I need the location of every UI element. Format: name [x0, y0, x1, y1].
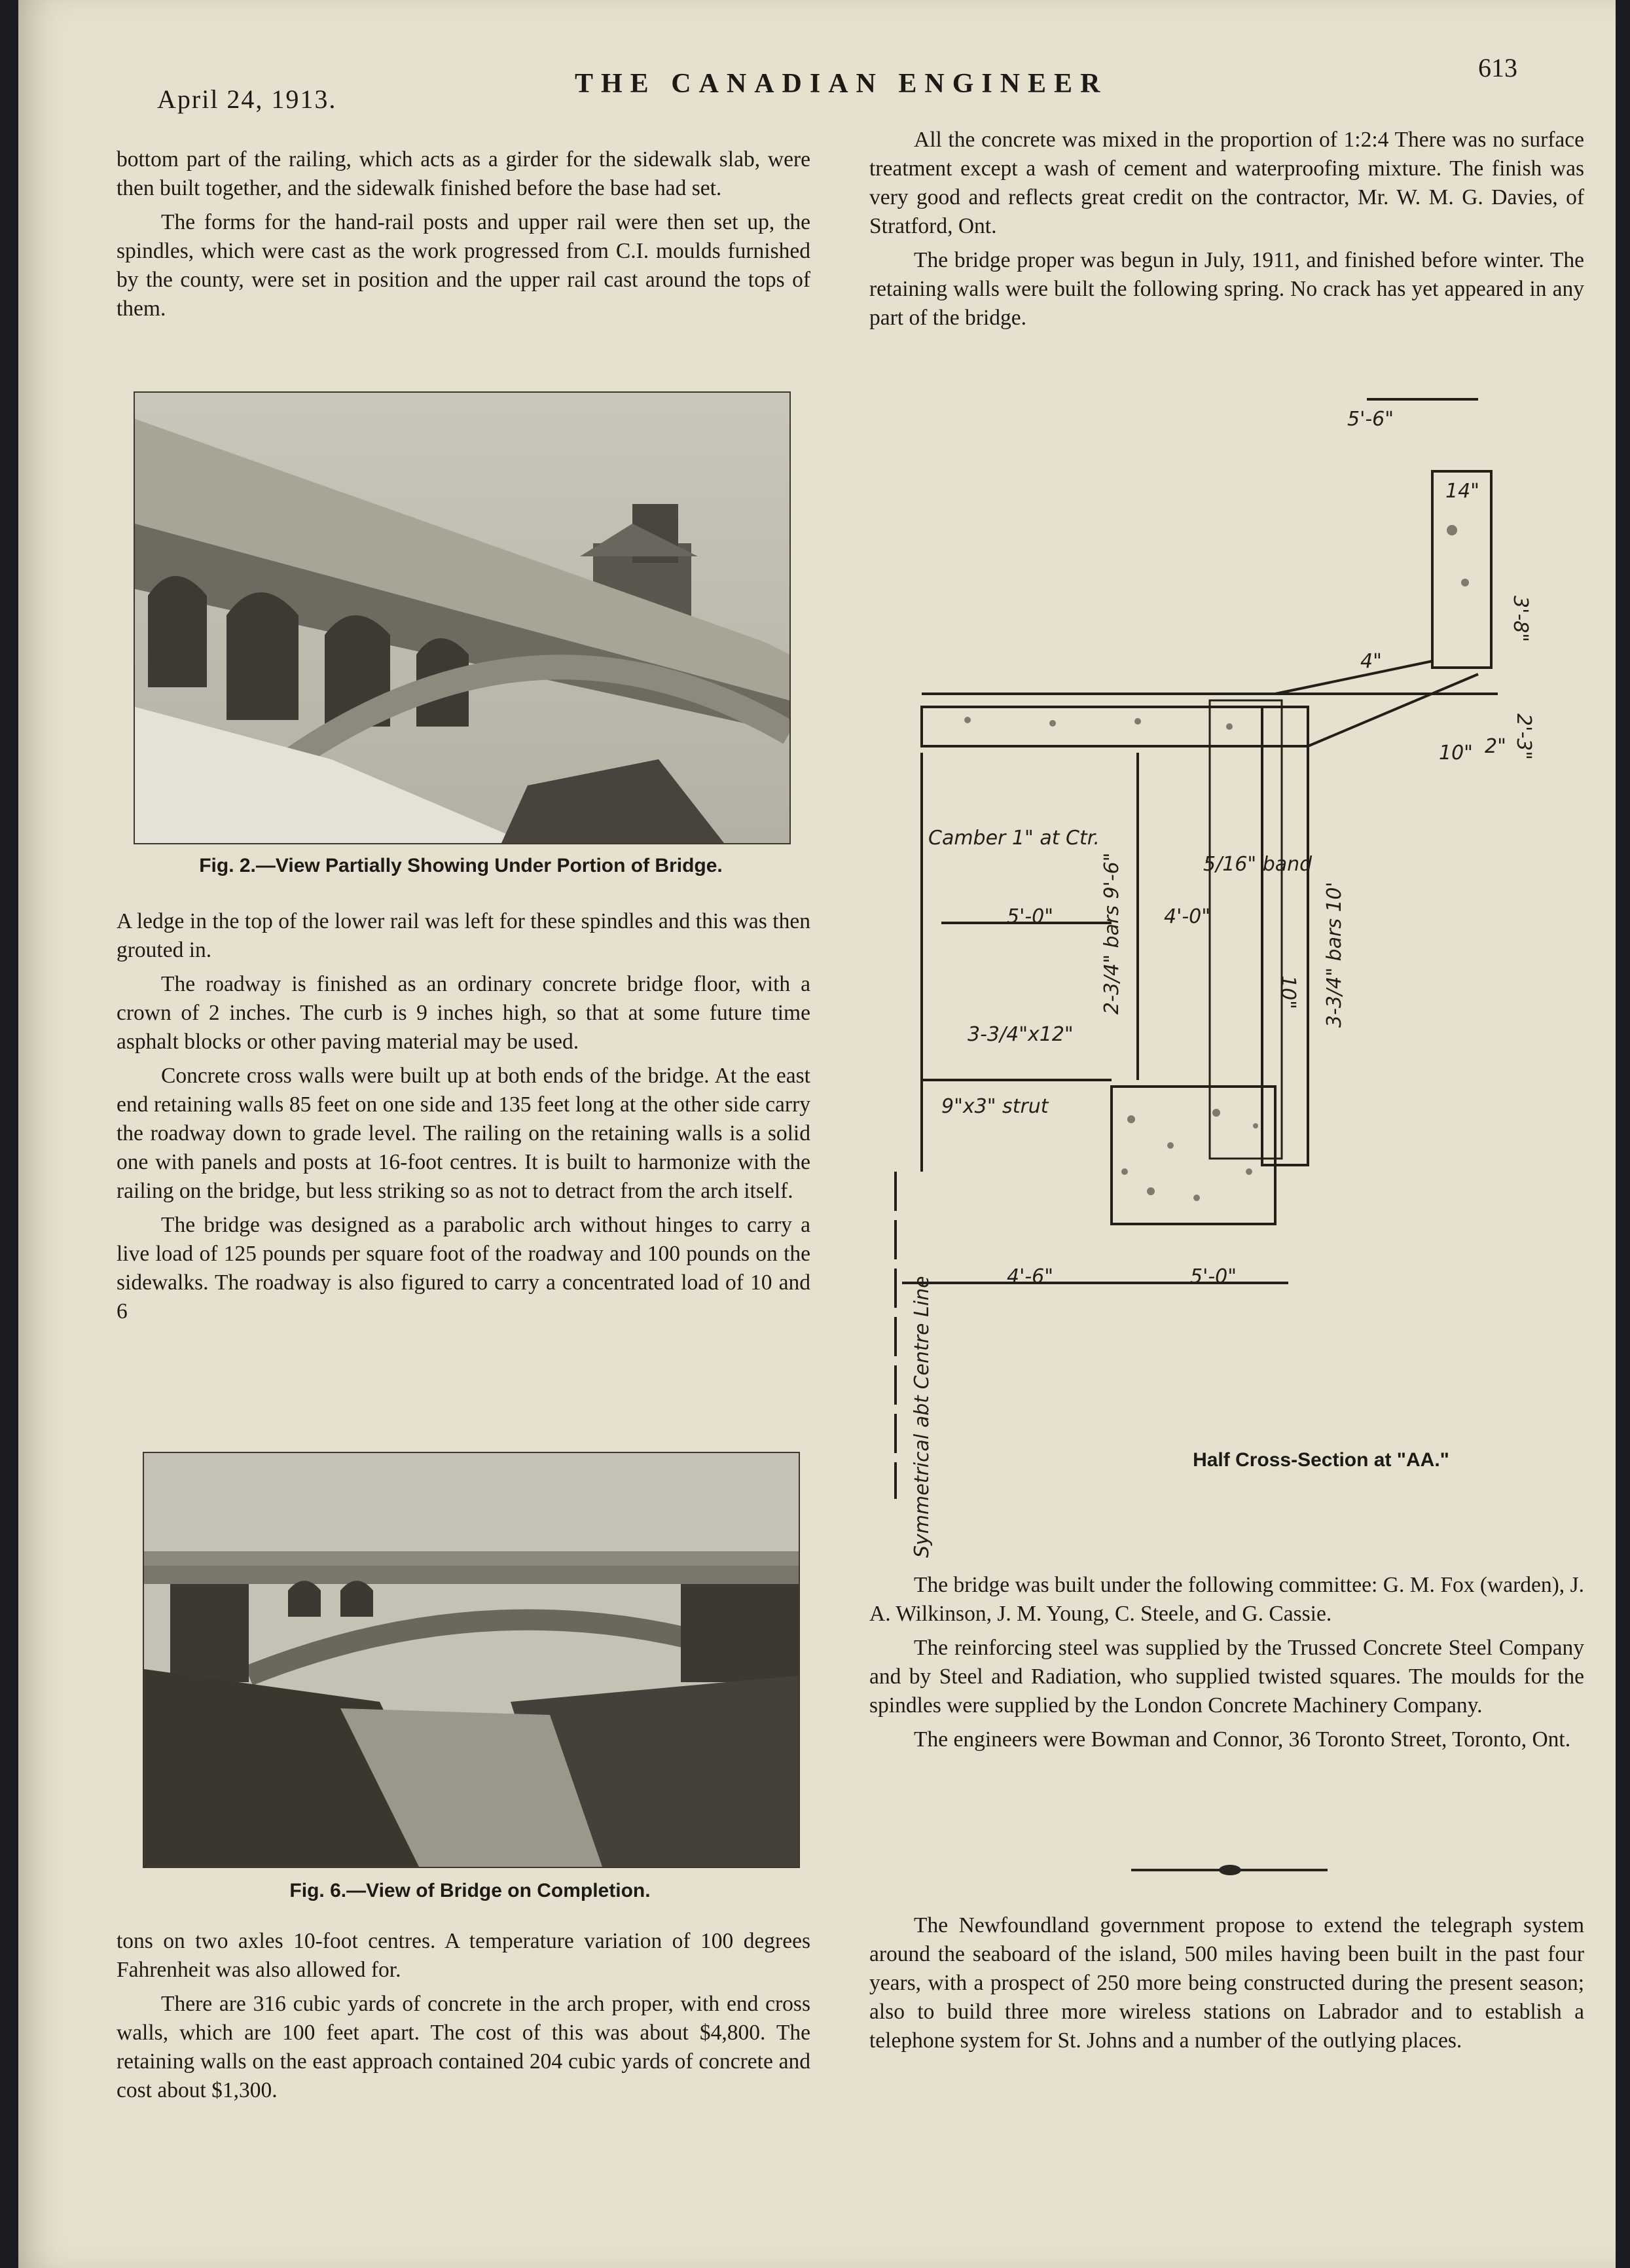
- bridge-underside-image: [135, 393, 789, 843]
- dim-two-in: 2": [1485, 735, 1506, 758]
- paragraph: A ledge in the top of the lower rail was left for these spindles and this was then grouted in.: [117, 909, 810, 962]
- journal-page: [18, 0, 1616, 2268]
- fig2-caption: Fig. 2.—View Partially Showing Under Portion of Bridge.: [199, 855, 723, 876]
- strut-label: 9"x3" strut: [941, 1095, 1049, 1118]
- paragraph: The roadway is finished as an ordinary concrete bridge floor, with a crown of 2 inches. The curb is 9 inches high, so that at some future time asphalt blocks or other paving material may be used.: [117, 972, 810, 1054]
- dim-curb: 4": [1360, 650, 1382, 673]
- bars-a-label: 2-3/4" bars 9'-6": [1100, 852, 1123, 1015]
- paragraph: The reinforcing steel was supplied by the Trussed Concrete Steel Company and by Steel and Radiation, who supplied twisted squares. The moulds for the spindles were supplied by the London Concrete Machinery Company.: [869, 1636, 1584, 1718]
- right-top-text: [869, 126, 1584, 338]
- paragraph: tons on two axles 10-foot centres. A temperature variation of 100 degrees Fahrenheit was also allowed for.: [117, 1929, 810, 1982]
- left-bottom-text: [117, 1927, 810, 2110]
- fig2-photo: [134, 391, 791, 844]
- paragraph: The bridge was built under the following committee: G. M. Fox (warden), J. A. Wilkinson, J. M. Young, C. Steele, and G. Cassie.: [869, 1573, 1584, 1626]
- half-cross-section-diagram: [889, 386, 1589, 1584]
- dim-ten-in: 10": [1439, 742, 1473, 765]
- dim-rail-width: 14": [1445, 480, 1479, 503]
- paragraph: The bridge proper was begun in July, 1911, and finished before winter. The retaining walls were built the following spring. No crack has yet appeared in any part of the bridge.: [869, 248, 1584, 330]
- fig6-caption: Fig. 6.—View of Bridge on Completion.: [289, 1880, 651, 1901]
- paragraph: The engineers were Bowman and Connor, 36 Toronto Street, Toronto, Ont.: [914, 1727, 1571, 1752]
- paragraph: The Newfoundland government propose to extend the telegraph system around the seaboard of the island, 500 miles having been built in the past four years, with a prospect of 250 more being constructed during the present season; also to build three more wireless stations on Labrador and to establish a telephone system for St. Johns and a number of the outlying places.: [869, 1913, 1584, 2053]
- news-item: [869, 1911, 1584, 2061]
- dim-top-width: 5'-6": [1347, 408, 1394, 431]
- issue-date: April 24, 1913.: [157, 84, 337, 114]
- plate-label: 3-3/4"x12": [968, 1023, 1074, 1046]
- dim-rail-height: 3'-8": [1509, 596, 1532, 643]
- paragraph: All the concrete was mixed in the proportion of 1:2:4 There was no surface treatment except a wash of cement and waterproofing mixture. The finish was very good and reflects great credit on the contractor, Mr. W. M. G. Davies, of Stratford, Ont.: [869, 128, 1584, 238]
- divider-ornament: [1219, 1865, 1241, 1875]
- page-number: 613: [1478, 53, 1517, 82]
- camber-label: Camber 1" at Ctr.: [928, 827, 1100, 850]
- fig6-photo: [143, 1452, 800, 1868]
- dim-five-ft: 5'-0": [1007, 905, 1054, 928]
- dim-four-ft: 4'-0": [1164, 905, 1211, 928]
- paragraph: bottom part of the railing, which acts as a girder for the sidewalk slab, were then built together, and the sidewalk finished before the base had set.: [117, 147, 810, 200]
- journal-title: THE CANADIAN ENGINEER: [575, 69, 1108, 99]
- completed-bridge-image: [144, 1453, 799, 1867]
- left-middle-text: [117, 907, 810, 1331]
- paragraph: Concrete cross walls were built up at both ends of the bridge. At the east end retaining walls 85 feet on one side and 135 feet long at the other side carry the roadway down to grade level. The railing on the retaining walls is a solid one with panels and posts at 16-foot centres. It is built to harmonize with the railing on the bridge, but less striking so as not to detract from the arch itself.: [117, 1064, 810, 1203]
- dim-slab-depth: 2'-3": [1512, 713, 1535, 761]
- centre-line-label: Symmetrical abt Centre Line: [911, 1276, 933, 1558]
- dim-four-six: 4'-6": [1007, 1265, 1054, 1288]
- dim-five-zero: 5'-0": [1190, 1265, 1237, 1288]
- dim-ten-b: 10": [1277, 975, 1299, 1009]
- diagram-caption: Half Cross-Section at "AA.": [1193, 1449, 1449, 1471]
- band-label: 5/16" band: [1203, 853, 1313, 876]
- bars-b-label: 3-3/4" bars 10': [1323, 882, 1346, 1028]
- paragraph: The bridge was designed as a parabolic arch without hinges to carry a live load of 125 pounds per square foot of the roadway and 100 pounds on the sidewalks. The roadway is also figured to carry a concentrated load of 10 and 6: [117, 1213, 810, 1323]
- paragraph: The forms for the hand-rail posts and upper rail were then set up, the spindles, which were cast as the work progressed from C.I. moulds furnished by the county, were set in position and the upper rail cast around the tops of them.: [117, 210, 810, 321]
- paragraph: There are 316 cubic yards of concrete in the arch proper, with end cross walls, which are 100 feet apart. The cost of this was about $4,800. The retaining walls on the east approach contained 204 cubic yards of concrete and cost about $1,300.: [117, 1992, 810, 2102]
- right-bottom-text: [869, 1571, 1584, 1759]
- left-top-text: [117, 145, 810, 329]
